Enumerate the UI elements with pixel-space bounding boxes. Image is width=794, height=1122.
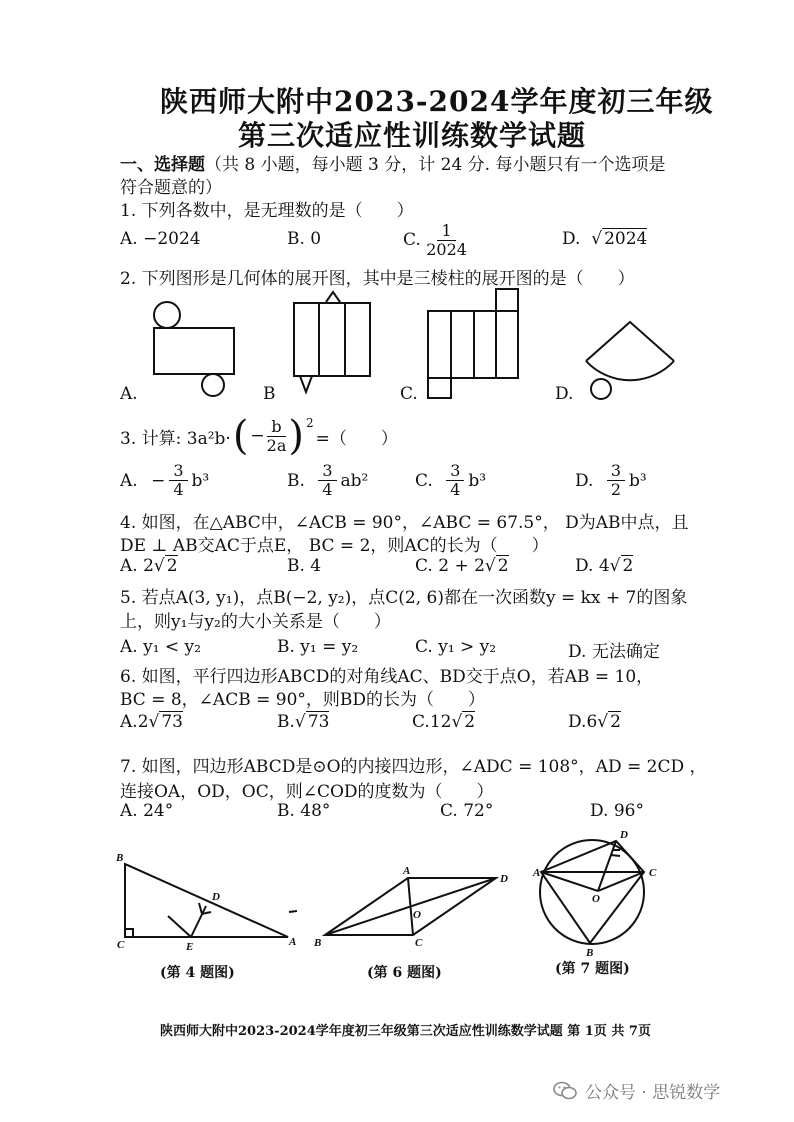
fig6-label-d: D <box>500 873 508 885</box>
q1-stem: 1. 下列各数中，是无理数的是（ ） <box>120 201 414 221</box>
numerator: b <box>267 418 285 437</box>
section-heading: 一、选择题 <box>120 155 205 175</box>
fig4-label-c: C <box>117 939 125 951</box>
q7-line-2: 连接OA，OD，OC，则∠COD的度数为（ ） <box>120 782 494 802</box>
section-intro-1: （共 8 小题，每小题 3 分，计 24 分. 每小题只有一个选项是 <box>205 155 666 175</box>
tail: b³ <box>629 470 647 491</box>
q4-line-1: 4. 如图，在△ABC中，∠ACB = 90°，∠ABC = 67.5°， D为AB中点，且 <box>120 513 689 533</box>
label: D. <box>575 556 594 576</box>
radicand: 73 <box>161 712 183 732</box>
q1-d-label: D. <box>562 229 581 249</box>
label: C. <box>415 470 433 491</box>
paren-open: ( <box>232 413 249 459</box>
tail: b³ <box>191 470 210 491</box>
fig7-label-c: C <box>649 867 657 879</box>
sign: − <box>151 470 166 491</box>
q3-stem-pre: 3. 计算: 3a²b· <box>120 428 231 449</box>
title-line-2: 第三次适应性训练数学试题 <box>238 119 587 152</box>
q2-option-b: B <box>263 384 276 404</box>
numerator: 3 <box>169 462 187 481</box>
q6-option-b: B.√ 73 <box>277 712 330 732</box>
q2-option-c: C. <box>400 384 418 404</box>
denominator: 2024 <box>426 240 467 259</box>
minus: − <box>250 426 265 446</box>
denominator: 4 <box>322 480 333 499</box>
fig7-caption: (第 7 题图) <box>555 961 630 977</box>
q2-option-a: A. <box>120 384 138 404</box>
q1-option-a: A. −2024 <box>120 229 201 249</box>
watermark <box>553 1078 720 1103</box>
q6-option-d: D.6√ 2 <box>568 712 621 732</box>
q1-option-b: B. 0 <box>287 229 322 249</box>
paren-close: ) <box>288 413 304 459</box>
radicand: 2 <box>610 712 621 732</box>
label: C. <box>415 556 433 576</box>
label: A. <box>120 470 138 491</box>
label: B. <box>277 712 295 732</box>
radicand: 2 <box>464 712 476 732</box>
q7-option-a: A. 24° <box>120 801 174 821</box>
coef: 2 <box>143 556 154 576</box>
denominator: 2a <box>266 435 287 455</box>
figure-4 <box>115 852 297 953</box>
q7-line-1: 7. 如图，四边形ABCD是⊙O的内接四边形，∠ADC = 108°，AD = 2CD ， <box>120 757 707 777</box>
q4-option-d: D. 4√ 2 <box>575 556 634 576</box>
label: C. <box>412 712 430 732</box>
q4-option-c: C. 2 + 2√ 2 <box>415 556 509 576</box>
fig7-label-b: B <box>586 947 594 959</box>
page-footer: 陕西师大附中2023-2024学年度初三年级第三次适应性训练数学试题 第 1页 共 7页 <box>160 1024 651 1039</box>
denominator: 4 <box>173 480 184 499</box>
fig6-label-o: O <box>413 909 421 921</box>
exponent: 2 <box>306 416 314 430</box>
denominator: 4 <box>450 480 461 499</box>
q5-option-c: C. y₁ > y₂ <box>415 637 497 657</box>
q2-option-d: D. <box>555 384 574 404</box>
tail: ab² <box>340 470 369 491</box>
radicand: 2 <box>166 556 178 576</box>
tail: b³ <box>468 470 487 491</box>
numerator: 1 <box>437 222 455 241</box>
label: A. <box>120 556 138 576</box>
q6-line-2: BC = 8，∠ACB = 90°，则BD的长为（ ） <box>120 690 486 710</box>
coef: 12 <box>429 712 452 732</box>
numerator: 3 <box>318 462 336 481</box>
q4-line-2: DE ⊥ AB交AC于点E， BC = 2，则AC的长为（ ） <box>120 536 549 556</box>
fig4-label-e: E <box>186 941 194 953</box>
label: D. <box>575 470 594 491</box>
title-line-1: 陕西师大附中2023-2024学年度初三年级 <box>160 85 714 118</box>
section-intro-2: 符合题意的） <box>120 178 222 198</box>
q7-option-d: D. 96° <box>590 801 644 821</box>
q5-line-2: 上，则y₁与y₂的大小关系是（ ） <box>120 612 391 632</box>
q7-option-b: B. 48° <box>277 801 331 821</box>
coef: 2 <box>137 712 149 732</box>
watermark-text: 公众号 · 思锐数学 <box>585 1083 721 1103</box>
q7-option-c: C. 72° <box>440 801 494 821</box>
figure-6 <box>313 865 508 949</box>
radicand: 2 <box>622 556 634 576</box>
radicand: 73 <box>307 712 330 732</box>
q4-option-b: B. 4 <box>287 556 322 576</box>
q4-option-a: A. 2√ 2 <box>120 556 178 576</box>
wechat-icon <box>553 1081 577 1101</box>
fig7-label-o: O <box>592 893 600 905</box>
fig4-caption: (第 4 题图) <box>160 965 235 981</box>
numerator: 3 <box>607 462 625 481</box>
fig6-label-b: B <box>314 937 322 949</box>
fig6-caption: (第 6 题图) <box>367 965 442 981</box>
q6-line-1: 6. 如图，平行四边形ABCD的对角线AC、BD交于点O，若AB = 10， <box>120 667 654 687</box>
q1-option-d: D. √ 2024 <box>562 229 648 249</box>
q1-c-label: C. <box>403 230 421 250</box>
q2-stem: 2. 下列图形是几何体的展开图，其中是三棱柱的展开图的是（ ） <box>120 269 635 289</box>
fig6-label-c: C <box>415 937 423 949</box>
label: A. <box>120 712 138 732</box>
q6-option-c: C.12√ 2 <box>412 712 476 732</box>
fig7-label-a: A <box>533 867 541 879</box>
coef: 6 <box>586 712 598 732</box>
fig7-label-d: D <box>620 829 628 841</box>
radicand: 2024 <box>604 229 648 249</box>
label: D. <box>568 712 587 732</box>
numerator: 3 <box>446 462 464 481</box>
fig6-label-a: A <box>403 865 411 877</box>
q5-option-b: B. y₁ = y₂ <box>277 637 359 657</box>
q5-option-d: D. 无法确定 <box>568 642 660 662</box>
coef: 4 <box>598 556 610 576</box>
q5-line-1: 5. 若点A(3, y₁)，点B(−2, y₂)，点C(2, 6)都在一次函数y = kx + 7的图象 <box>120 588 688 608</box>
q3-stem-post: =（ ） <box>315 428 398 449</box>
fig4-label-b: B <box>116 852 124 864</box>
q5-option-a: A. y₁ < y₂ <box>120 637 201 657</box>
figure-7 <box>532 829 657 959</box>
denominator: 2 <box>610 480 622 499</box>
label: B. <box>287 470 305 491</box>
radicand: 2 <box>497 556 509 576</box>
fig4-label-a: A <box>289 936 297 948</box>
fig4-label-d: D <box>212 891 220 903</box>
q6-option-a: A.2√ 73 <box>120 712 183 732</box>
coef: 2 + 2 <box>438 556 485 576</box>
